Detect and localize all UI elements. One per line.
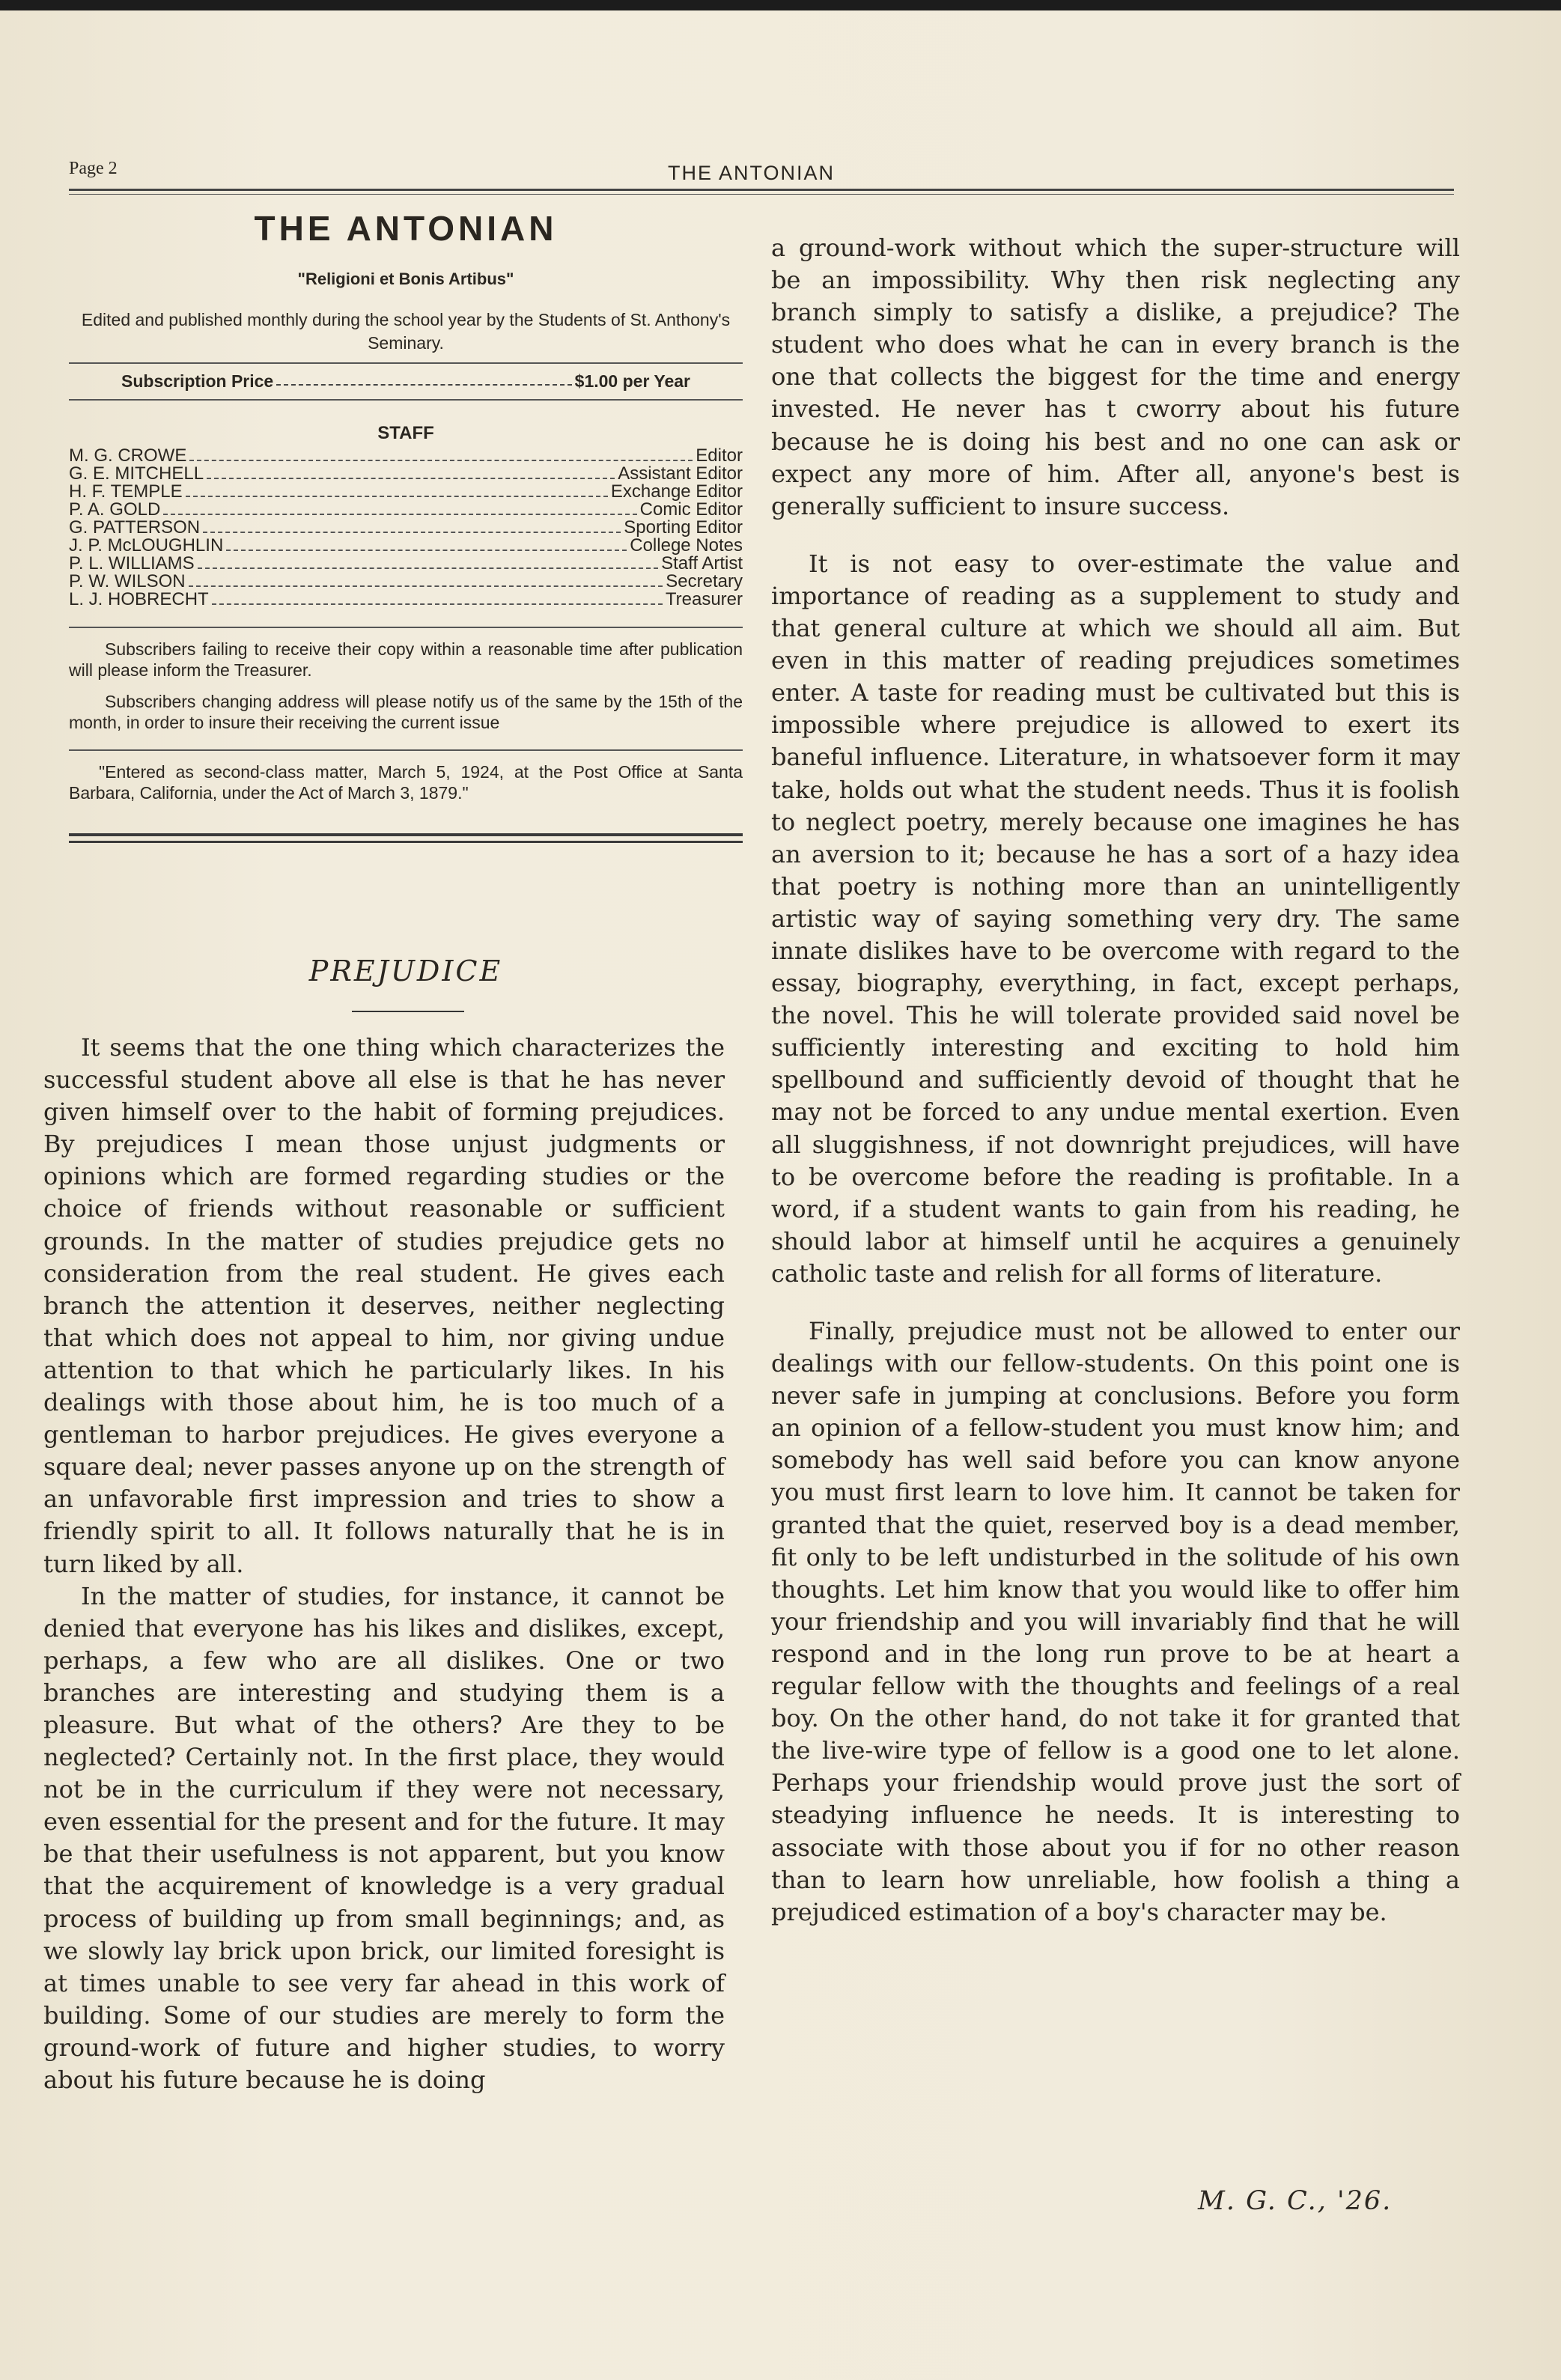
author-signature: M. G. C., '26. xyxy=(1198,2186,1393,2216)
dot-leader xyxy=(212,603,663,605)
staff-name: H. F. TEMPLE xyxy=(69,481,183,502)
dot-leader xyxy=(226,550,627,551)
dot-leader xyxy=(163,514,636,515)
dot-leader xyxy=(186,496,608,497)
staff-role: Sporting Editor xyxy=(624,517,743,538)
article-paragraph: In the matter of studies, for instance, it cannot be denied that everyone has his likes and dislikes, except, perhaps, a few who are all dislikes. One or two branches are interesting and studying them is a pleasure. But what of the others? Are they to be neglected? Certainly not. In the first place, they would not be in the curriculum if they were not necessary, even essential for the present and for the future. It may be that their usefulness is not apparent, but you know that the acquirement of knowledge is a very gradual process of building up from small beginnings; and, as we slowly lay brick upon brick, our limited foresight is at times unable to see very far ahead in this work of building. Some of our studies are merely to form the ground-work of future and higher studies, to worry about his future because he is doing xyxy=(43,1581,725,2094)
subscription-price: $1.00 per Year xyxy=(574,371,690,391)
masthead-title: THE ANTONIAN xyxy=(254,209,558,248)
running-title: THE ANTONIAN xyxy=(668,162,836,184)
article-paragraph: a ground-work without which the super-structure will be an impossibility. Why then risk neglecting any branch simply to satisfy a dislike, a prejudice? The student who does what he can in every branch is the one that collects the biggest for the time and energy invested. He never has t cworry about his future because he is doing his best and no one can ask or expect any more of him. After all, anyone's best is generally sufficient to insure success. xyxy=(771,234,1460,520)
section-rule xyxy=(69,833,743,836)
staff-role: Editor xyxy=(696,445,743,466)
subscription-label: Subscription Price xyxy=(121,371,274,391)
article-column-right xyxy=(771,232,1460,1929)
divider xyxy=(69,399,743,401)
header-rule xyxy=(69,189,1454,191)
divider xyxy=(69,362,743,364)
staff-heading: STAFF xyxy=(377,423,434,443)
masthead xyxy=(69,208,743,843)
article-paragraph: It seems that the one thing which characterizes the successful student above all else is that he has never given himself over to the habit of forming prejudices. By prejudices I mean those unjust judgments or opinions which are formed regarding studies or the choice of friends without reasonable or sufficient grounds. In the matter of studies prejudice gets no consideration from the real student. He gives each branch the attention it deserves, neither neglecting that which does not appeal to him, nor giving undue attention to that which he particularly likes. In his dealings with those about him, he is too much of a gentleman to harbor prejudices. He gives everyone a square deal; never passes anyone up on the strength of an unfavorable first impression and tries to show a friendly spirit to all. It follows naturally that he is in turn liked by all. xyxy=(43,1033,725,1578)
subscriber-notice-delivery: Subscribers failing to receive their copy within a reasonable time after publication will please inform the Treasurer. xyxy=(69,639,743,680)
staff-name: L. J. HOBRECHT xyxy=(69,589,209,609)
dot-leader xyxy=(189,460,693,461)
staff-name: G. PATTERSON xyxy=(69,517,201,538)
staff-role: Staff Artist xyxy=(661,553,743,573)
title-underline xyxy=(352,1011,464,1012)
dot-leader xyxy=(189,585,663,587)
staff-role: Secretary xyxy=(666,571,743,591)
staff-name: G. E. MITCHELL xyxy=(69,463,204,484)
subscriber-notice-address: Subscribers changing address will please notify us of the same by the 15th of the month, in order to insure their receiving the current issue xyxy=(69,692,743,732)
staff-role: College Notes xyxy=(630,535,743,556)
dot-leader xyxy=(276,371,571,386)
article-title: PREJUDICE xyxy=(308,955,503,987)
motto: "Religioni et Bonis Artibus" xyxy=(297,270,514,288)
dot-leader xyxy=(203,532,621,533)
section-rule-lower xyxy=(69,841,743,843)
publication-note: Edited and published monthly during the school year by the Students of St. Anthony's Seminary. xyxy=(81,310,731,353)
article-column-left xyxy=(43,1032,725,2096)
staff-role: Treasurer xyxy=(665,589,743,609)
divider xyxy=(69,627,743,628)
article-paragraph: Finally, prejudice must not be allowed to enter our dealings with our fellow-students. On this point one is never safe in jumping at conclusions. Before you form an opinion of a fellow-student you must know him; and somebody has well said before you can know anyone you must first learn to love him. It cannot be taken for granted that the quiet, reserved boy is a dead member, fit only to be left undisturbed in the solitude of his own thoughts. Let him know that you would like to offer him your friendship and you will invariably find that he will respond and in the long run prove to be at heart a regular fellow with the thoughts and feelings of a real boy. On the other hand, do not take it for granted that the live-wire type of fellow is a good one to let alone. Perhaps your friendship would prove just the sort of steadying influence he needs. It is interesting to associate with those about you if for no other reason than to learn how unreliable, how foolish a thing a prejudiced estimation of a boy's character may be. xyxy=(771,1317,1460,1926)
page-header xyxy=(69,159,1454,196)
staff-name: M. G. CROWE xyxy=(69,445,187,466)
staff-name: P. W. WILSON xyxy=(69,571,186,591)
divider xyxy=(69,749,743,751)
subscription-price-line xyxy=(121,371,690,392)
staff-name: P. L. WILLIAMS xyxy=(69,553,195,573)
header-rule-thin xyxy=(69,194,1454,195)
staff-role: Assistant Editor xyxy=(618,463,743,484)
article-paragraph: It is not easy to over-estimate the value and importance of reading as a supplement to study and that general culture at which we should all aim. But even in this matter of reading prejudices sometimes enter. A taste for reading must be cultivated but this is impossible where prejudice is allowed to exert its baneful influence. Literature, in whatsoever form it may take, holds out what the student needs. Thus it is foolish to neglect poetry, merely because one imagines he has an aversion to it; because he has a sort of a hazy idea that poetry is nothing more than an unintelligently artistic way of saying something very dry. The same innate dislikes have to be overcome with regard to the essay, biography, everything, in fact, except perhaps, the novel. This he will tolerate provided said novel be sufficiently interesting and exciting to hold him spellbound and sufficiently devoid of thought that he may not be forced to any undue mental exertion. Even all sluggishness, if not downright prejudices, will have to be overcome before the reading is profitable. In a word, if a student wants to gain from his reading, he should labor at himself until he acquires a genuinely catholic taste and relish for all forms of literature. xyxy=(771,549,1460,1288)
postal-entry-note: "Entered as second-class matter, March 5, 1924, at the Post Office at Santa Barbara, California, under the Act of March 3, 1879." xyxy=(69,762,743,803)
staff-role: Comic Editor xyxy=(639,499,743,520)
dot-leader xyxy=(198,567,658,569)
page-number: Page 2 xyxy=(69,159,118,178)
staff-role: Exchange Editor xyxy=(610,481,743,502)
scan-top-edge xyxy=(0,0,1561,10)
staff-name: J. P. McLOUGHLIN xyxy=(69,535,224,556)
dot-leader xyxy=(207,478,615,479)
staff-name: P. A. GOLD xyxy=(69,499,161,520)
staff-row xyxy=(69,589,743,610)
staff-list xyxy=(69,445,743,610)
